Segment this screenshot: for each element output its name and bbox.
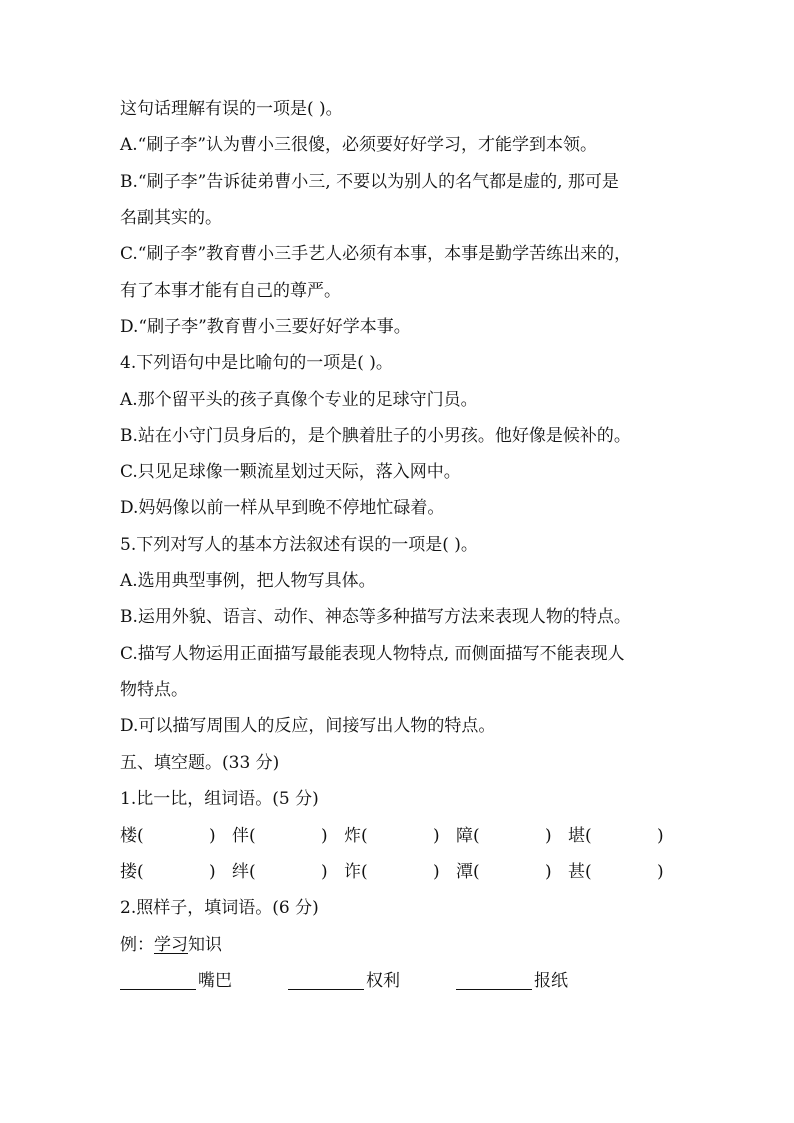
fill2-title: 2.照样子，填词语。(6 分) — [120, 898, 319, 918]
close-paren: ) — [657, 826, 664, 846]
char-prompt: 诈( — [344, 862, 368, 882]
answer-blank[interactable] — [120, 988, 196, 990]
close-paren: ) — [433, 826, 440, 846]
q3-option-b: B.“刷子李”告诉徒弟曹小三, 不要以为别人的名气都是虚的, 那可是 — [120, 172, 619, 192]
close-paren: ) — [657, 862, 664, 882]
char-prompt: 潭( — [456, 862, 480, 882]
close-paren: ) — [321, 826, 328, 846]
q3-option-a: A.“刷子李”认为曹小三很傻，必须要好好学习，才能学到本领。 — [120, 135, 598, 155]
q5-option-c: C.描写人物运用正面描写最能表现人物特点, 而侧面描写不能表现人 — [120, 644, 625, 664]
fill2-example — [120, 934, 222, 956]
q3-option-b-cont: 名副其实的。 — [120, 208, 222, 228]
q3-option-c-cont: 有了本事才能有自己的尊严。 — [120, 281, 341, 301]
char-prompt: 障( — [456, 826, 480, 846]
fill2-word: 权利 — [366, 971, 400, 991]
fill2-word: 报纸 — [534, 971, 568, 991]
fill1-title: 1.比一比，组词语。(5 分) — [120, 789, 319, 809]
char-prompt: 炸( — [344, 826, 368, 846]
char-prompt: 楼( — [120, 826, 144, 846]
q4-stem: 4.下列语句中是比喻句的一项是( )。 — [120, 353, 393, 373]
q4-option-c: C.只见足球像一颗流星划过天际，落入网中。 — [120, 462, 461, 482]
close-paren: ) — [433, 862, 440, 882]
example-prefix: 例： — [120, 935, 154, 955]
q5-option-c-cont: 物特点。 — [120, 680, 188, 700]
close-paren: ) — [209, 826, 216, 846]
char-prompt: 堪( — [568, 826, 592, 846]
q5-option-a: A.选用典型事例，把人物写具体。 — [120, 571, 376, 591]
close-paren: ) — [545, 862, 552, 882]
example-underlined-word: 学习 — [154, 935, 188, 955]
example-rest: 知识 — [188, 935, 222, 955]
answer-blank[interactable] — [456, 988, 532, 990]
q5-option-b: B.运用外貌、语言、动作、神态等多种描写方法来表现人物的特点。 — [120, 607, 631, 627]
section-five-title: 五、填空题。(33 分) — [120, 753, 280, 773]
char-prompt: 绊( — [232, 862, 256, 882]
q4-option-d: D.妈妈像以前一样从早到晚不停地忙碌着。 — [120, 498, 445, 518]
close-paren: ) — [321, 862, 328, 882]
q5-stem: 5.下列对写人的基本方法叙述有误的一项是( )。 — [120, 535, 478, 555]
q3-stem: 这句话理解有误的一项是( )。 — [120, 99, 343, 119]
fill2-word: 嘴巴 — [198, 971, 232, 991]
q4-option-a: A.那个留平头的孩子真像个专业的足球守门员。 — [120, 390, 478, 410]
char-prompt: 搂( — [120, 862, 144, 882]
char-prompt: 甚( — [568, 862, 592, 882]
close-paren: ) — [545, 826, 552, 846]
char-prompt: 伴( — [232, 826, 256, 846]
close-paren: ) — [209, 862, 216, 882]
q5-option-d: D.可以描写周围人的反应，间接写出人物的特点。 — [120, 716, 496, 736]
answer-blank[interactable] — [288, 988, 364, 990]
q3-option-d: D.“刷子李”教育曹小三要好好学本事。 — [120, 317, 411, 337]
q3-option-c: C.“刷子李”教育曹小三手艺人必须有本事，本事是勤学苦练出来的， — [120, 244, 632, 264]
q4-option-b: B.站在小守门员身后的，是个腆着肚子的小男孩。他好像是候补的。 — [120, 426, 631, 446]
